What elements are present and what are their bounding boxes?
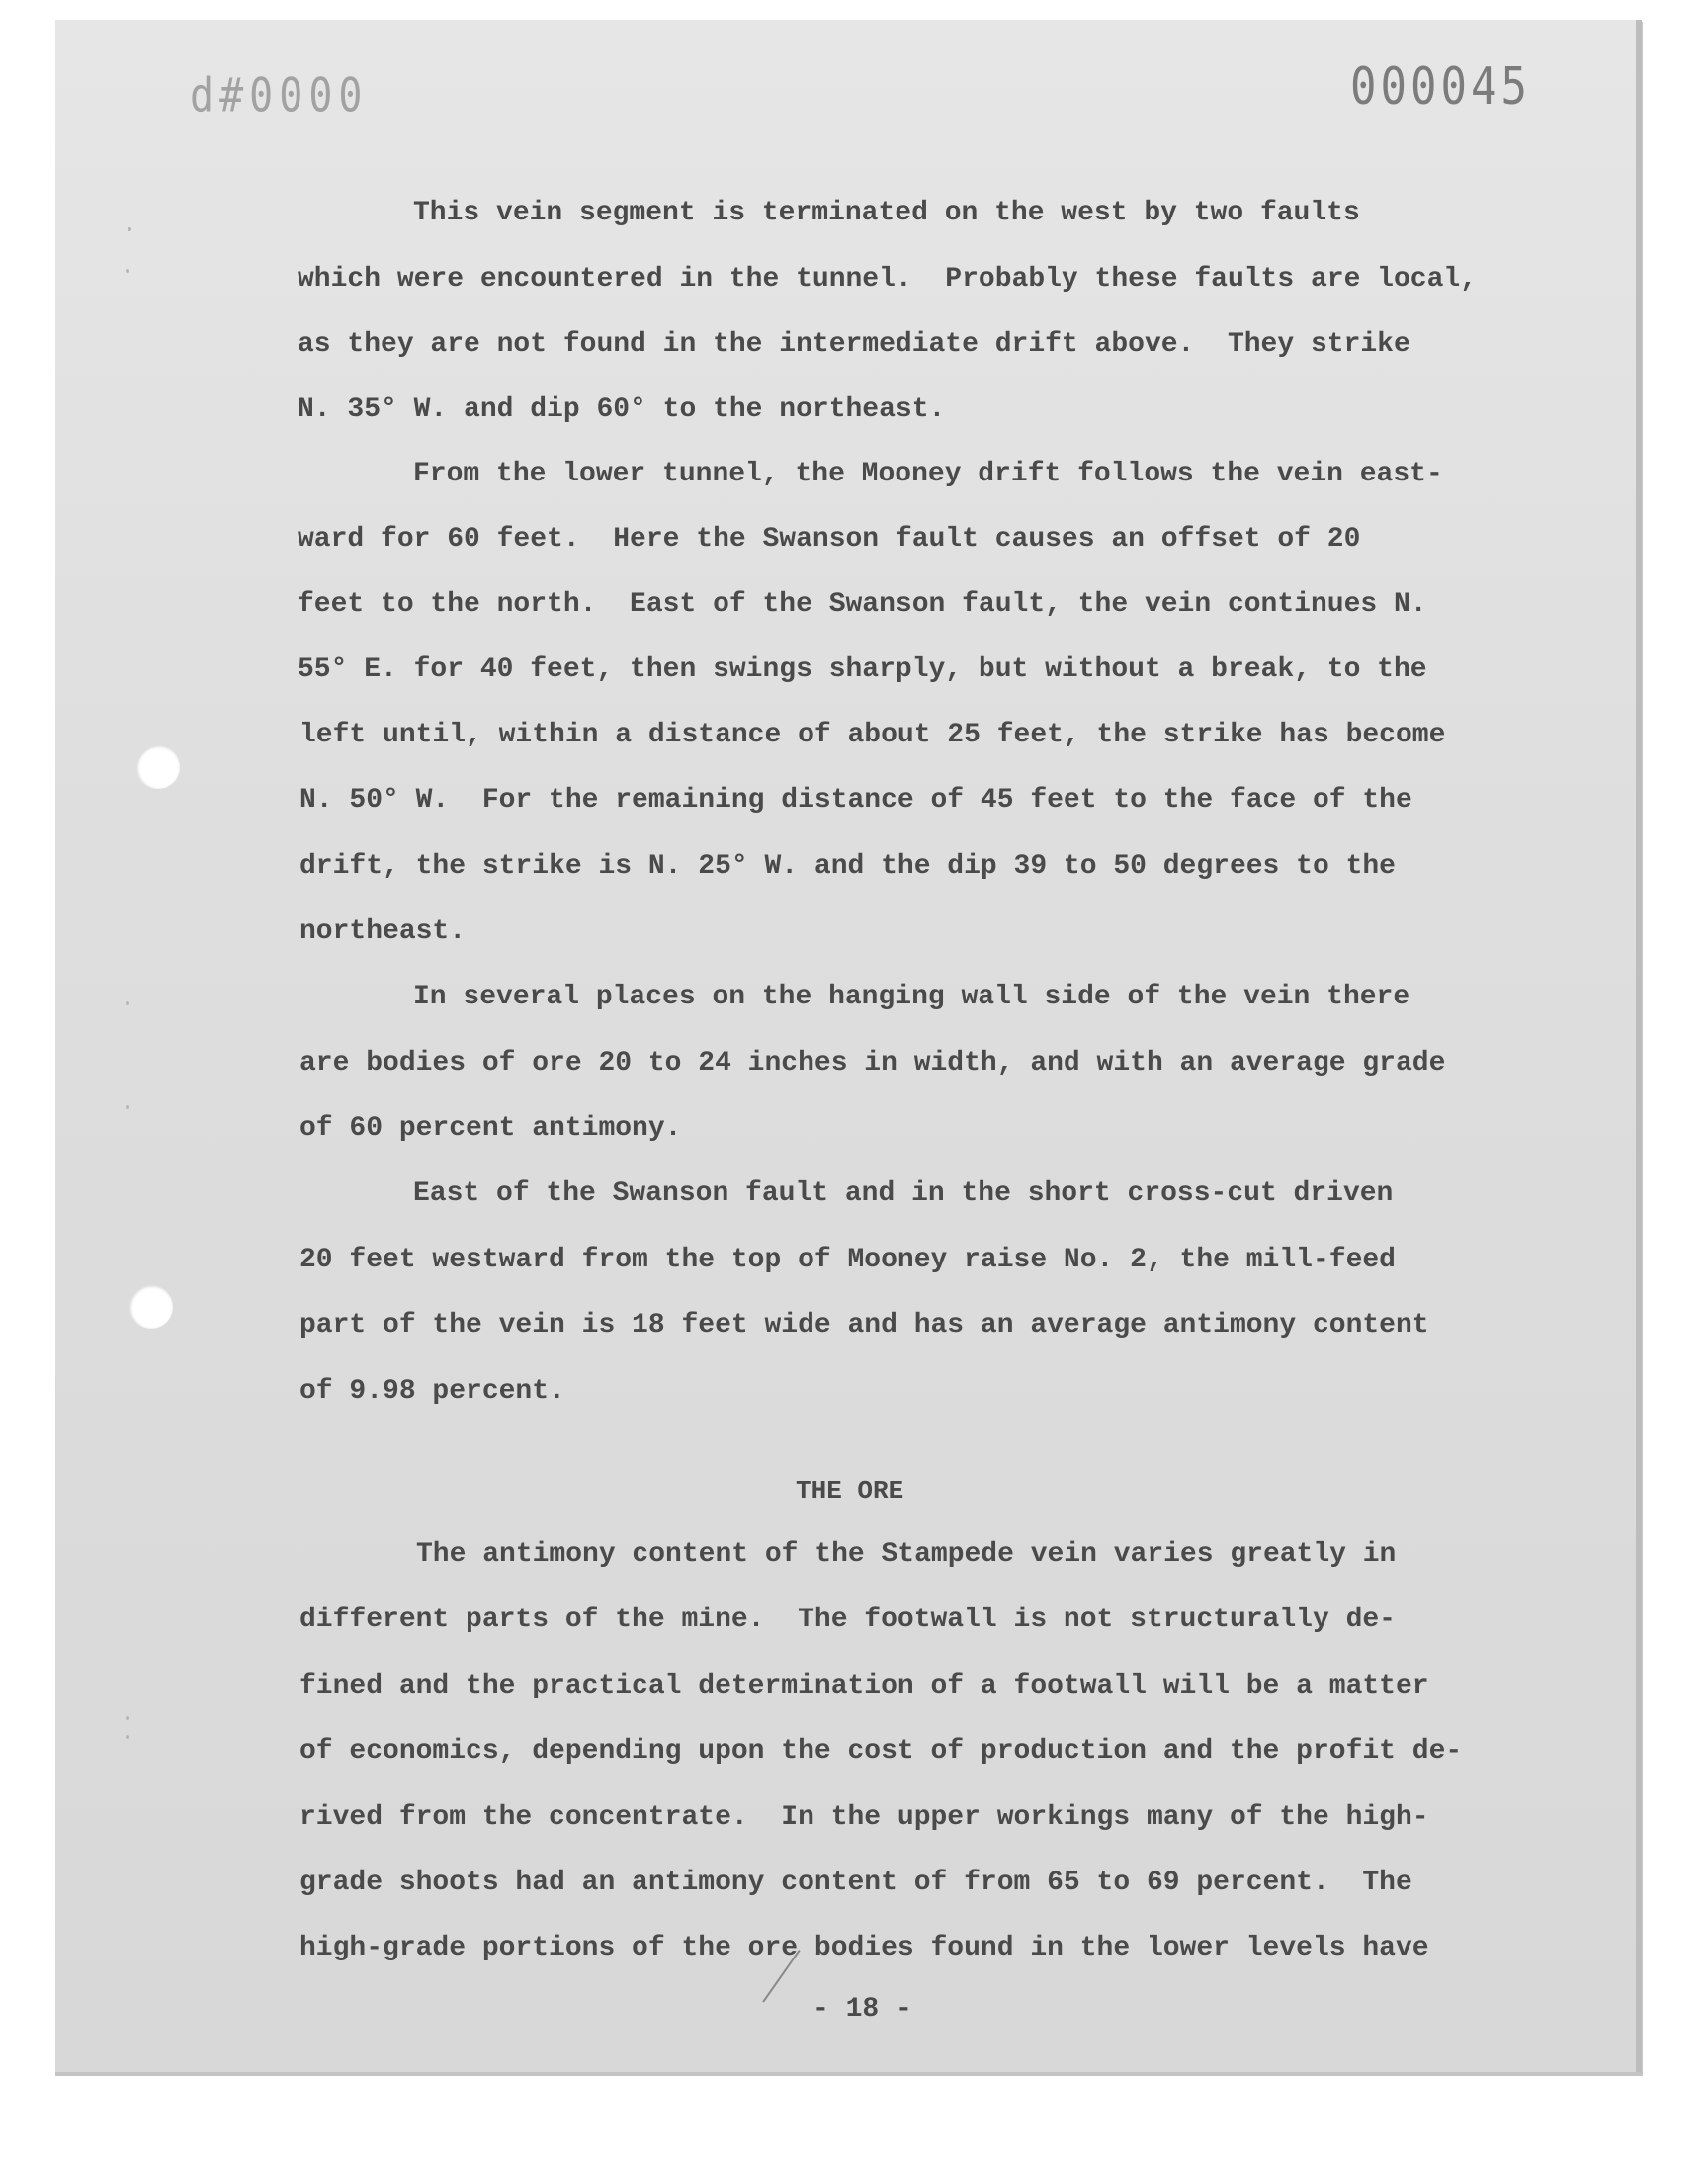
body-line: grade shoots had an antimony content of from 65 to 69 percent. The [299,1868,1412,1898]
body-line: fined and the practical determination of a footwall will be a matter [299,1671,1429,1701]
body-line: of 9.98 percent. [299,1376,565,1407]
body-line: N. 35° W. and dip 60° to the northeast. [298,394,946,425]
body-line: The antimony content of the Stampede vein varies greatly in [416,1539,1397,1570]
body-line: left until, within a distance of about 25 feet, the strike has become [299,720,1446,750]
archive-stamp-faded: d#0000 [190,69,369,124]
body-line: N. 50° W. For the remaining distance of 45 feet to the face of the [299,785,1412,816]
punch-hole-top [136,745,180,789]
page-edge-shadow [1636,20,1642,2074]
scan-speck [128,227,131,231]
archive-page-stamp: 000045 [1350,57,1531,118]
body-line: 20 feet westward from the top of Mooney raise No. 2, the mill-feed [299,1245,1396,1275]
section-heading: THE ORE [796,1476,904,1506]
punch-hole-bottom [129,1285,173,1329]
body-line: different parts of the mine. The footwall is not structurally de- [299,1605,1396,1635]
body-line: northeast. [299,916,467,947]
body-line: part of the vein is 18 feet wide and has an average antimony content [299,1310,1429,1341]
body-line: high-grade portions of the ore bodies found in the lower levels have [299,1933,1429,1963]
body-line: are bodies of ore 20 to 24 inches in width, and with an average grade [299,1048,1446,1079]
page-number: - 18 - [812,1994,912,2025]
body-line: drift, the strike is N. 25° W. and the dip 39 to 50 degrees to the [299,851,1396,882]
body-line: feet to the north. East of the Swanson fault, the vein continues N. [298,589,1427,620]
body-line: In several places on the hanging wall side of the vein there [413,982,1410,1012]
scan-speck [126,1716,129,1720]
body-line: ward for 60 feet. Here the Swanson fault causes an offset of 20 [298,524,1361,555]
body-line: East of the Swanson fault and in the short cross-cut driven [413,1178,1394,1209]
scan-speck [126,1735,129,1739]
scan-speck [126,269,129,273]
scan-speck [126,1001,129,1005]
body-line: This vein segment is terminated on the west by two faults [413,198,1360,228]
body-line: of 60 percent antimony. [299,1113,682,1144]
body-line: From the lower tunnel, the Mooney drift follows the vein east- [413,459,1443,489]
body-line: 55° E. for 40 feet, then swings sharply, but without a break, to the [298,654,1427,685]
page-edge-shadow-bottom [55,2072,1641,2076]
body-line: which were encountered in the tunnel. Probably these faults are local, [298,264,1477,295]
body-line: rived from the concentrate. In the upper workings many of the high- [299,1802,1429,1833]
body-line: of economics, depending upon the cost of production and the profit de- [299,1736,1463,1767]
scan-speck [126,1105,129,1109]
body-line: as they are not found in the intermediate drift above. They strike [298,329,1410,360]
